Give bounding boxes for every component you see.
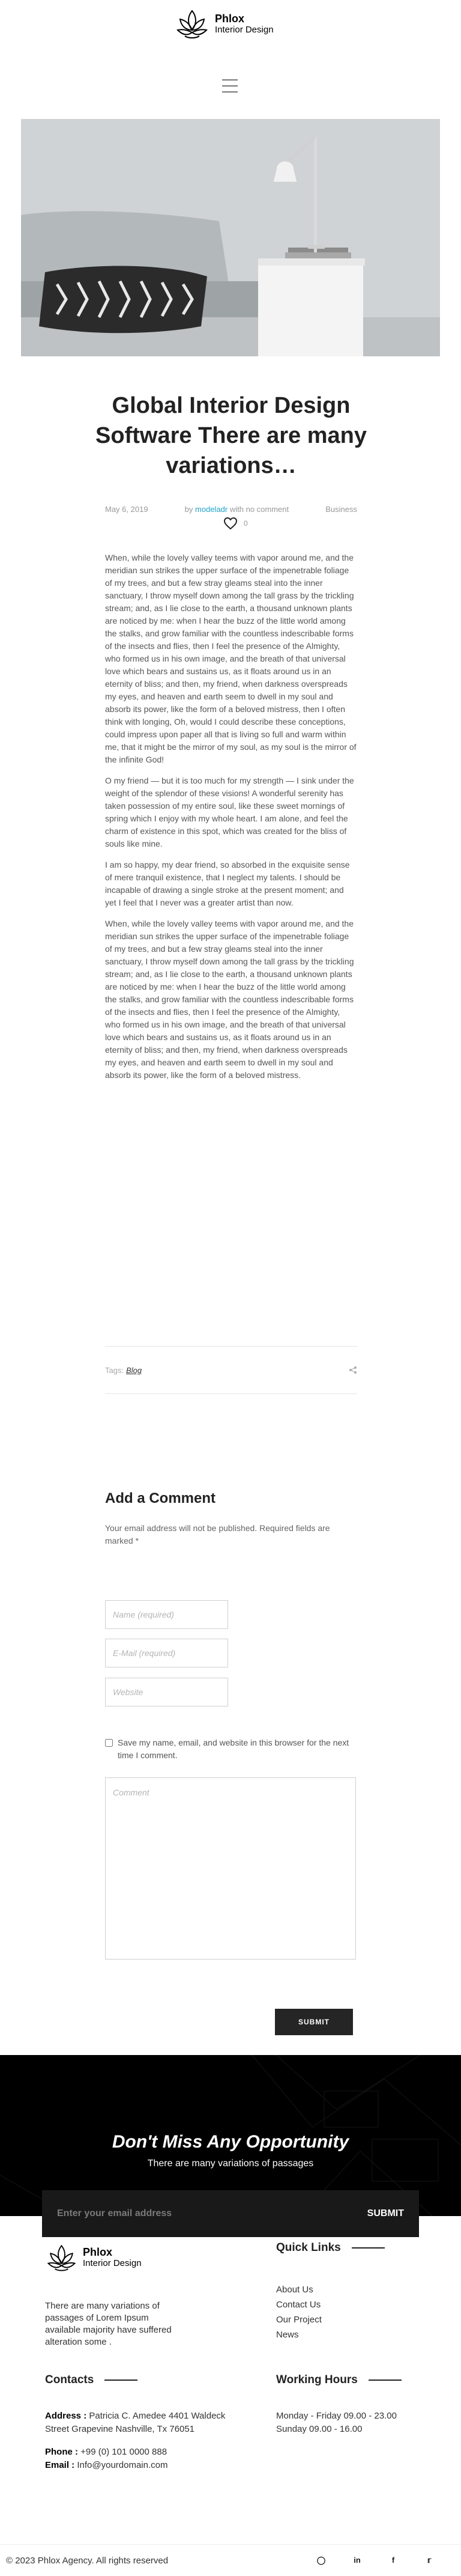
site-footer — [0, 2241, 461, 2576]
quick-links-title: Quick Links — [276, 2241, 341, 2254]
hours-sunday: Sunday 09.00 - 16.00 — [276, 2424, 363, 2434]
like-widget[interactable] — [223, 517, 248, 530]
post-comment-count: with no comment — [229, 505, 289, 514]
post-paragraph: O my friend — but it is too much for my strength — I sink under the weight of the splendor of these visions! A wonderful serenity has taken possession of my entire soul, like these sweet mornings of spring which I enjoy with my whole heart. I am alone, and feel the charm of existence in this spot, which was created for the bliss of souls like mine. — [105, 776, 354, 848]
linkedin-icon[interactable]: in — [354, 2556, 361, 2565]
interior-photo-illustration — [21, 119, 440, 356]
address-value: Patricia C. Amedee 4401 Waldeck Street Grapevine Nashville, Tx 76051 — [45, 2411, 226, 2434]
brand-subtitle: Interior Design — [215, 24, 274, 35]
save-info-consent[interactable] — [105, 1737, 357, 1762]
quick-links-list — [276, 2282, 322, 2342]
copyright: © 2023 Phlox Agency. All rights reserved — [6, 2555, 169, 2566]
address-label: Address : — [45, 2411, 87, 2421]
contact-email — [45, 2459, 237, 2472]
tags-group — [105, 1366, 142, 1375]
footer-link-about[interactable]: About Us — [276, 2285, 313, 2295]
footer-brand-subtitle: Interior Design — [83, 2258, 142, 2269]
footer-link-project[interactable]: Our Project — [276, 2315, 322, 2325]
post-paragraph: When, while the lovely valley teems with vapor around me, and the meridian sun strikes the upper surface of the impenetrable foliage of my trees, and but a few stray gleams steal into the inner sanctuary, I throw myself down among the tall grass by the trickling stream; and, as I lie close to the earth, a thousand unknown plants are noticed by me: when I hear the buzz of the little world among the stalks, and grow familiar with the countless indescribable forms of the insects and flies, then I feel the presence of the Almighty, who formed us in his own image, and the breath of that universal love which bears and sustains us, as it floats around us in an eternity of bliss; and then, my friend, when darkness overspreads my eyes, and heaven and earth seem to dwell in my soul and absorb its power, like the form of a beloved mistress, then I often think with longing, Oh, would I could describe these conceptions, could impress upon paper all that is living so full and warm within me, that it might be the mirror of my soul, as my soul is the mirror of the infinite God! — [105, 553, 357, 764]
contact-details — [45, 2410, 237, 2472]
post-date: May 6, 2019 — [105, 505, 148, 514]
by-label: by — [184, 505, 193, 514]
contacts-title: Contacts — [45, 2374, 94, 2386]
website-field[interactable] — [105, 1678, 228, 1707]
working-hours — [276, 2410, 397, 2436]
heading-divider — [369, 2380, 402, 2381]
like-count: 0 — [244, 519, 248, 528]
hours-title: Working Hours — [276, 2374, 358, 2386]
phone-value[interactable]: +99 (0) 101 0000 888 — [80, 2447, 167, 2457]
phone-label: Phone : — [45, 2447, 78, 2457]
brand-name: Phlox — [215, 12, 245, 25]
comment-form-note: Your email address will not be published. Required fields are marked * — [105, 1523, 330, 1545]
social-links — [316, 2556, 434, 2565]
email-label: Email : — [45, 2460, 75, 2470]
footer-bottom-bar — [0, 2544, 461, 2576]
newsletter-submit-button[interactable]: SUBMIT — [367, 2208, 404, 2218]
lotus-logo-icon — [45, 2241, 78, 2274]
email-value[interactable]: Info@yourdomain.com — [77, 2460, 168, 2470]
post-title: Global Interior Design Software There are many variations… — [95, 393, 367, 478]
hours-weekday: Monday - Friday 09.00 - 23.00 — [276, 2411, 397, 2421]
footer-about-text: There are many variations of passages of Lorem Ipsum available majority have suffered alteration some . — [45, 2301, 172, 2347]
heading-divider — [104, 2380, 137, 2381]
hamburger-menu-icon[interactable] — [222, 79, 238, 93]
post-author-link[interactable]: modeladr — [195, 505, 228, 514]
footer-brand-name: Phlox — [83, 2246, 113, 2259]
newsletter-form — [42, 2190, 419, 2237]
comment-form-heading: Add a Comment — [105, 1490, 216, 1506]
contact-phone — [45, 2446, 237, 2459]
post-meta — [105, 505, 357, 514]
logo-text — [215, 13, 274, 35]
post-content — [105, 552, 357, 1090]
post-paragraph: I am so happy, my dear friend, so absorbed in the exquisite sense of mere tranquil existence, that I neglect my talents. I should be incapable of drawing a single stroke at the present moment; and yet I feel that I never was a greater artist than now. — [105, 860, 350, 907]
comment-textarea[interactable] — [105, 1777, 356, 1959]
post-paragraph: When, while the lovely valley teems with vapor around me, and the meridian sun strikes the upper surface of the impenetrable foliage of my trees, and but a few stray gleams steal into the inner sanctuary, I throw myself down among the tall grass by the trickling stream; and, as I lie close to the earth, a thousand unknown plants are noticed by me: when I hear the buzz of the little world among the stalks, and grow familiar with the countless indescribable forms of the insects and flies, then I feel the presence of the Almighty, who formed us in his own image, and the breath of that universal love which bears and sustains us, as it floats around us in an eternity of bliss; and then, my friend, when darkness overspreads my eyes, and heaven and earth seem to dwell in my soul and absorb its power, like the form of a beloved mistress. — [105, 919, 354, 1080]
heading-divider — [352, 2247, 385, 2249]
contact-address — [45, 2410, 237, 2436]
newsletter-title: Don't Miss Any Opportunity — [112, 2132, 349, 2152]
heart-icon[interactable] — [223, 517, 238, 530]
share-icon[interactable] — [349, 1366, 357, 1374]
footer-link-news[interactable]: News — [276, 2330, 299, 2340]
name-field[interactable] — [105, 1600, 228, 1629]
newsletter-subtitle: There are many variations of passages — [147, 2158, 314, 2169]
footer-link-contact[interactable]: Contact Us — [276, 2300, 321, 2310]
email-field[interactable] — [105, 1639, 228, 1667]
comment-submit-button[interactable]: SUBMIT — [275, 2009, 353, 2035]
tag-link[interactable]: Blog — [126, 1365, 142, 1375]
post-byline — [185, 505, 289, 514]
site-header — [0, 0, 461, 108]
post-category-link[interactable]: Business — [325, 505, 357, 514]
quick-links-heading — [276, 2241, 385, 2255]
twitter-icon[interactable]: 𝕣 — [427, 2556, 432, 2565]
newsletter-email-input[interactable] — [57, 2208, 321, 2219]
post-tags-bar — [105, 1346, 357, 1394]
consent-label: Save my name, email, and website in this browser for the next time I comment. — [118, 1738, 349, 1760]
post-featured-image — [21, 119, 440, 356]
contacts-heading — [45, 2374, 137, 2387]
site-logo[interactable] — [174, 6, 274, 42]
footer-logo-text — [83, 2247, 142, 2268]
tags-label: Tags: — [105, 1365, 124, 1375]
facebook-icon[interactable]: f — [391, 2556, 395, 2565]
lotus-logo-icon — [174, 6, 210, 42]
instagram-icon[interactable]: ◯ — [316, 2556, 326, 2565]
footer-logo[interactable] — [45, 2241, 142, 2274]
save-info-checkbox[interactable] — [105, 1739, 113, 1747]
hours-heading — [276, 2374, 402, 2387]
